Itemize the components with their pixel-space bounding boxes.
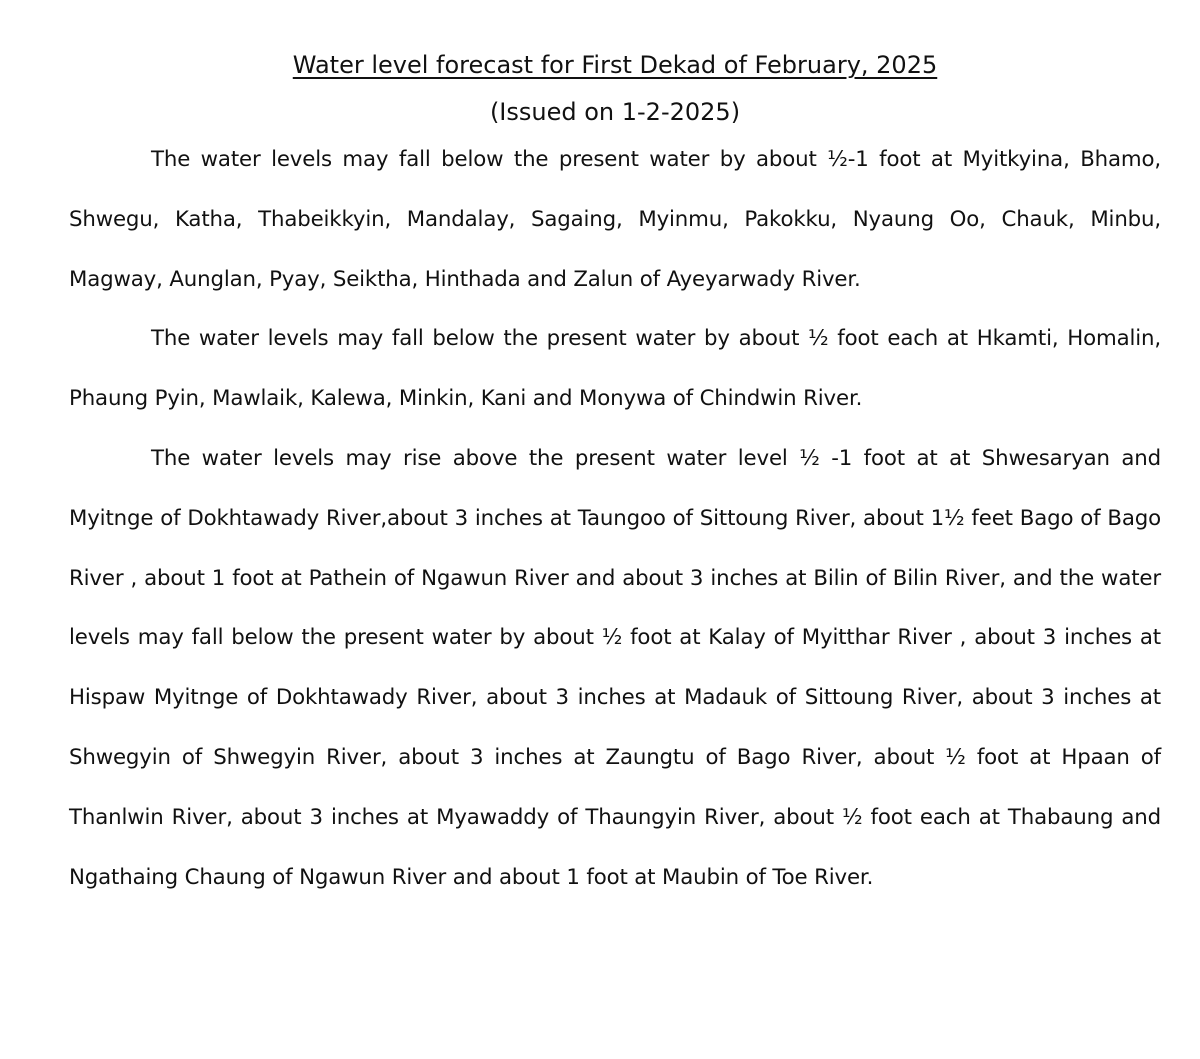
paragraph-other-rivers: The water levels may rise above the present water level ½ -1 foot at at Shwesaryan and Myitnge of Dokhtawady River,about 3 inches at Taungoo of Sittoung River, about 1½ feet Bago of Bago River , about 1 foot at Pathein of Ngawun River and about 3 inches at Bilin of Bilin River, and the water levels may fall below the present water by about ½ foot at Kalay of Myitthar River , about 3 inches at Hispaw Myitnge of Dokhtawady River, about 3 inches at Madauk of Sittoung River, about 3 inches at Shwegyin of Shwegyin River, about 3 inches at Zaungtu of Bago River, about ½ foot at Hpaan of Thanlwin River, about 3 inches at Myawaddy of Thaungyin River, about ½ foot each at Thabaung and Ngathaing Chaung of Ngawun River and about 1 foot at Maubin of Toe River. <box>69 445 1161 890</box>
document-body <box>69 130 1161 907</box>
paragraph-chindwin: The water levels may fall below the present water by about ½ foot each at Hkamti, Homalin, Phaung Pyin, Mawlaik, Kalewa, Minkin, Kani and Monywa of Chindwin River. <box>69 326 1161 412</box>
document-title: Water level forecast for First Dekad of February, 2025 <box>292 51 938 79</box>
issued-date: (Issued on 1-2-2025) <box>489 98 741 126</box>
paragraph-ayeyarwady: The water levels may fall below the present water by about ½-1 foot at Myitkyina, Bhamo, Shwegu, Katha, Thabeikkyin, Mandalay, Sagaing, Myinmu, Pakokku, Nyaung Oo, Chauk, Minbu, Magway, Aunglan, Pyay, Seiktha, Hinthada and Zalun of Ayeyarwady River. <box>69 147 1161 292</box>
